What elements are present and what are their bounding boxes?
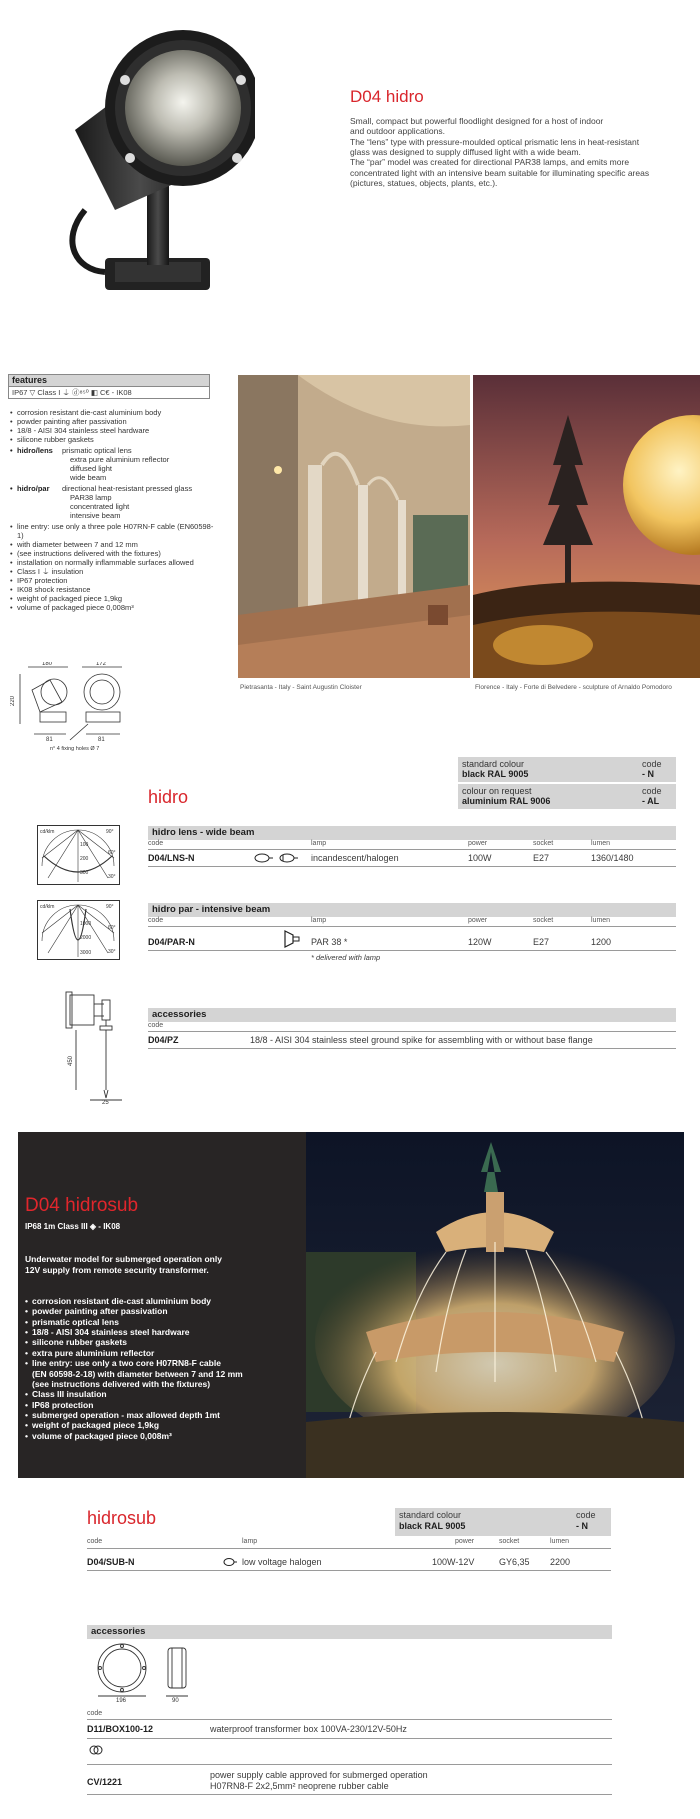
dim-b2: 81 (98, 737, 105, 743)
transformer-drawing (90, 1642, 200, 1702)
list-item: • powder painting after passivation (10, 417, 220, 426)
sub-code: D04/SUB-N (87, 1557, 135, 1567)
polar-diagram-par (37, 900, 120, 960)
lens-socket: E27 (533, 853, 550, 863)
transformer-drawing-svg (90, 1642, 200, 1702)
polar-unit: cd/klm (40, 904, 55, 910)
halogen-lamp-icon (223, 1557, 237, 1567)
dim-w1: 180 (42, 662, 53, 667)
list-item: • with diameter between 7 and 12 mm (10, 540, 220, 549)
product-image (55, 10, 255, 310)
col-socket: socket (533, 840, 554, 847)
col-power: power (455, 1538, 475, 1545)
acc-item1-code: D11/BOX100-12 (87, 1724, 154, 1734)
list-item: • weight of packaged piece 1,9kg (10, 594, 220, 603)
hidrosub-title: D04 hidrosub (25, 1195, 139, 1216)
lens-power: 100W (468, 853, 492, 863)
belvedere-illustration (473, 375, 700, 678)
polar-angle-60: 60° (108, 850, 116, 856)
polar-r2: 2000 (80, 935, 92, 941)
col-lamp: lamp (311, 840, 327, 847)
spike-drawing-svg (60, 990, 135, 1105)
col-code: code (148, 840, 164, 847)
polar-diagram-lens-svg (38, 826, 119, 884)
lens-table (148, 840, 676, 872)
features-list-1 (10, 408, 220, 444)
sub-power: 100W-12V (432, 1557, 475, 1567)
list-item: • IP67 protection (10, 576, 220, 585)
transformer-dim-d: 90 (172, 1698, 179, 1702)
col-lumen: lumen (591, 917, 611, 924)
polar-r1: 100 (80, 842, 89, 848)
list-item: • corrosion resistant die-cast aluminium body (25, 1296, 300, 1306)
polar-r2: 200 (80, 856, 89, 862)
lens-lumen: 1360/1480 (591, 853, 634, 863)
polar-angle-30: 30° (108, 949, 116, 955)
dim-fixing: n° 4 fixing holes Ø 7 (50, 746, 100, 752)
par-lamp-icon-wrap (283, 929, 303, 952)
sub-socket: GY6,35 (499, 1557, 530, 1567)
polar-r3: 300 (80, 870, 89, 876)
col-code: code (87, 1538, 103, 1545)
acc-item2-desc1: power supply cable approved for submerged operation (210, 1770, 428, 1780)
polar-diagram-lens (37, 825, 120, 885)
req-colour-label: colour on request (462, 786, 532, 796)
sub-lamp-icon-wrap (223, 1557, 237, 1570)
floodlight-illustration (55, 10, 255, 310)
list-item: • submerged operation - max allowed depth 1mt (25, 1410, 300, 1420)
hidrosub-ratings: IP68 1m Class III ◈ - IK08 (25, 1222, 121, 1231)
list-item: • volume of packaged piece 0,008m³ (10, 603, 220, 612)
col-power: power (468, 840, 488, 847)
dimension-drawing-svg (10, 662, 140, 752)
hidro-colour-box (458, 757, 676, 809)
list-item: • powder painting after passivation (25, 1306, 300, 1316)
lens-code: D04/LNS-N (148, 853, 195, 863)
photo-belvedere (473, 375, 700, 678)
par-power: 120W (468, 937, 492, 947)
lens-section-title: hidro lens - wide beam (148, 826, 676, 840)
sub-lamp: low voltage halogen (242, 1557, 322, 1567)
acc-item2-code: CV/1221 (87, 1777, 123, 1787)
spike-dim-h: 450 (68, 1055, 74, 1066)
fountain-illustration (306, 1132, 684, 1478)
spike-dim-w: 25 (102, 1100, 109, 1105)
list-item: • silicone rubber gaskets (25, 1337, 300, 1347)
par-lamp-icon (283, 929, 303, 949)
sub-code-label: code (576, 1510, 596, 1520)
par-lamp: PAR 38 * (311, 937, 348, 947)
col-lumen: lumen (591, 840, 611, 847)
col-lamp: lamp (242, 1538, 258, 1545)
dim-w2: 172 (96, 662, 107, 667)
features-list (10, 408, 220, 612)
list-item: • weight of packaged piece 1,9kg (25, 1420, 300, 1430)
col-lumen: lumen (550, 1538, 570, 1545)
features-heading: features (8, 374, 210, 386)
col-socket: socket (533, 917, 554, 924)
col-code: code (148, 917, 164, 924)
hidrosub-table (87, 1538, 611, 1576)
list-item: • 18/8 - AISI 304 stainless steel hardware (25, 1327, 300, 1337)
lamp-icons (253, 852, 301, 867)
hidrosub-intro: Underwater model for submerged operation only 12V supply from remote security transformer. (25, 1254, 222, 1275)
hidrosub-features (25, 1296, 300, 1441)
req-colour-value: aluminium RAL 9006 (462, 796, 551, 806)
polar-angle-90: 90° (106, 829, 114, 835)
std-code-value: - N (642, 769, 654, 779)
par-socket: E27 (533, 937, 550, 947)
list-item: • silicone rubber gaskets (10, 435, 220, 444)
lens-lamp: incandescent/halogen (311, 853, 399, 863)
par-section-title: hidro par - intensive beam (148, 903, 676, 917)
list-item: • (see instructions delivered with the fixtures) (10, 549, 220, 558)
cloister-illustration (238, 375, 470, 678)
accessories-title: accessories (148, 1008, 676, 1022)
acc-symbol-wrap (89, 1744, 103, 1759)
lens-spec: • hidro/lens prismatic optical lens extra pure aluminium reflector diffused light wide beam (10, 446, 170, 482)
sub-std-colour-value: black RAL 9005 (399, 1521, 466, 1531)
sub-accessories-title: accessories (87, 1625, 612, 1639)
std-colour-value: black RAL 9005 (462, 769, 529, 779)
accessory-desc: 18/8 - AISI 304 stainless steel ground spike for assembling with or without base flange (250, 1035, 593, 1045)
par-table (148, 917, 676, 965)
features-ratings: IP67 ▽ Class I ⏚ ⓓ⁸⁵⁰ ◧ C€ - IK08 (8, 386, 210, 399)
list-item: • volume of packaged piece 0,008m³ (25, 1431, 300, 1441)
list-item: • IP68 protection (25, 1400, 300, 1410)
acc-item2-desc2: H07RN8-F 2x2,5mm² neoprene rubber cable (210, 1781, 389, 1791)
list-item: • Class I ⏚ insulation (10, 567, 220, 576)
hidrosub-colour-box (395, 1508, 611, 1536)
list-item: • 18/8 - AISI 304 stainless steel hardware (10, 426, 220, 435)
hero-title: D04 hidro (350, 87, 424, 106)
col-power: power (468, 917, 488, 924)
photo-caption-right: Florence - Italy - Forte di Belvedere - sculpture of Arnaldo Pomodoro (475, 684, 672, 691)
sub-lumen: 2200 (550, 1557, 571, 1567)
list-item: • line entry: use only a three pole H07RN-F cable (EN60598-1) (10, 522, 220, 540)
accessory-code: D04/PZ (148, 1035, 179, 1045)
hero-description: Small, compact but powerful floodlight designed for a host of indoor and outdoor applications. The “lens” type with pressure-moulded optical prismatic lens in heat-resistant glass was designed to supply diffused light with a wide beam. The “par” model was created for directional PAR38 lamps, and emits more concentrated light with an intensive beam suitable for illuminating specific areas (pictures, statues, objects, plants, etc.). (350, 116, 650, 189)
list-item: • installation on normally inflammable surfaces allowed (10, 558, 220, 567)
list-item: • corrosion resistant die-cast aluminium body (10, 408, 220, 417)
polar-angle-90: 90° (106, 904, 114, 910)
dim-b1: 81 (46, 737, 53, 743)
hidro-title: hidro (148, 787, 189, 807)
polar-diagram-par-svg (38, 901, 119, 959)
features-list-2 (10, 522, 220, 612)
list-item: (see instructions delivered with the fixtures) (32, 1378, 211, 1389)
hidrosub-table-title: hidrosub (87, 1508, 157, 1528)
polar-r1: 1000 (80, 921, 92, 927)
polar-angle-60: 60° (108, 925, 116, 931)
sub-accessories-table (87, 1710, 612, 1810)
polar-r3: 3000 (80, 950, 92, 956)
acc-item1-desc: waterproof transformer box 100VA-230/12V-50Hz (210, 1724, 407, 1734)
photo-caption-left: Pietrasanta - Italy - Saint Augustin Cloister (240, 684, 362, 691)
spike-drawing (60, 990, 135, 1105)
lamp-bulb-icon (253, 852, 301, 864)
std-colour-label: standard colour (462, 759, 525, 769)
dim-h: 220 (10, 695, 16, 706)
photo-cloister (238, 375, 470, 678)
sub-code-value: - N (576, 1521, 588, 1531)
std-code-label: code (642, 759, 662, 769)
col-code: code (148, 1022, 164, 1029)
list-item: • IK08 shock resistance (10, 585, 220, 594)
list-item: • Class III insulation (25, 1389, 300, 1399)
list-item: (EN 60598-2-18) with diameter between 7 and 12 mm (32, 1368, 243, 1379)
col-socket: socket (499, 1538, 520, 1545)
req-code-label: code (642, 786, 662, 796)
par-code: D04/PAR-N (148, 937, 195, 947)
par-lumen: 1200 (591, 937, 612, 947)
req-code-value: - AL (642, 796, 660, 806)
list-item: • line entry: use only a two core H07RN8-F cable (25, 1358, 300, 1368)
par-note: * delivered with lamp (311, 953, 381, 962)
photo-fountain (306, 1132, 684, 1478)
polar-angle-30: 30° (108, 874, 116, 880)
col-lamp: lamp (311, 917, 327, 924)
safety-transformer-icon (89, 1744, 103, 1756)
sub-std-colour-label: standard colour (399, 1510, 462, 1520)
polar-unit: cd/klm (40, 829, 55, 835)
col-code: code (87, 1710, 103, 1717)
accessories-table (148, 1022, 676, 1052)
list-item: • prismatic optical lens (25, 1317, 300, 1327)
dimension-drawing (10, 662, 140, 752)
par-spec: • hidro/par directional heat-resistant pressed glass PAR38 lamp concentrated light intensive beam (10, 484, 193, 520)
transformer-dim-w: 196 (116, 1698, 127, 1702)
list-item: • extra pure aluminium reflector (25, 1348, 300, 1358)
